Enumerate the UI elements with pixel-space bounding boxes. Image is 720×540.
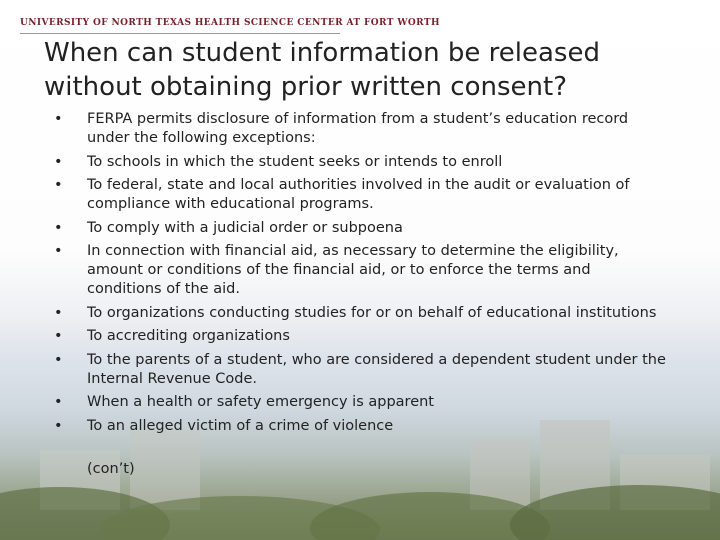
- bullet-list: [54, 110, 668, 440]
- bullet-item: [54, 242, 668, 299]
- bullet-item: [54, 351, 668, 389]
- bullet-text: To the parents of a student, who are considered a dependent student under the Internal Revenue Code.: [87, 351, 666, 387]
- bullet-dot: •: [54, 219, 63, 236]
- bullet-item: [54, 219, 668, 238]
- bullet-dot: •: [54, 417, 63, 434]
- bullet-text: To schools in which the student seeks or intends to enroll: [87, 153, 503, 170]
- bullet-text: In connection with financial aid, as necessary to determine the eligibility, amount or conditions of the financial aid, or to enforce the terms and conditions of the aid.: [87, 243, 619, 297]
- bullet-text: To organizations conducting studies for or on behalf of educational institutions: [87, 304, 657, 321]
- continuation-note: (con’t): [87, 461, 135, 477]
- bullet-item: [54, 176, 668, 214]
- slide-title-line-2: without obtaining prior written consent?: [44, 72, 567, 102]
- bullet-item: [54, 304, 668, 323]
- bullet-dot: •: [54, 328, 63, 344]
- bullet-item: [54, 327, 668, 346]
- bullet-text: To an alleged victim of a crime of violence: [87, 417, 394, 434]
- bullet-dot: •: [54, 111, 63, 127]
- bullet-text: FERPA permits disclosure of information from a student’s education record under the following exceptions:: [87, 111, 629, 146]
- bullet-dot: •: [54, 177, 63, 193]
- bullet-dot: •: [54, 394, 63, 410]
- bullet-item: [54, 110, 668, 148]
- university-header: UNIVERSITY OF NORTH TEXAS HEALTH SCIENCE CENTER AT FORT WORTH: [20, 18, 440, 28]
- bullet-text: To comply with a judicial order or subpoena: [87, 219, 403, 236]
- bullet-item: [54, 417, 668, 436]
- bullet-text: To federal, state and local authorities involved in the audit or evaluation of compliance with educational programs.: [87, 177, 630, 212]
- bullet-item: [54, 153, 668, 172]
- slide-title-line-1: When can student information be released: [44, 38, 600, 68]
- slide-title: [44, 36, 694, 104]
- bullet-dot: •: [54, 351, 63, 368]
- bullet-dot: •: [54, 153, 63, 170]
- bullet-text: To accrediting organizations: [87, 328, 290, 344]
- bullet-dot: •: [54, 304, 63, 321]
- bullet-item: [54, 393, 668, 412]
- bullet-text: When a health or safety emergency is apparent: [87, 394, 434, 410]
- bullet-dot: •: [54, 243, 63, 259]
